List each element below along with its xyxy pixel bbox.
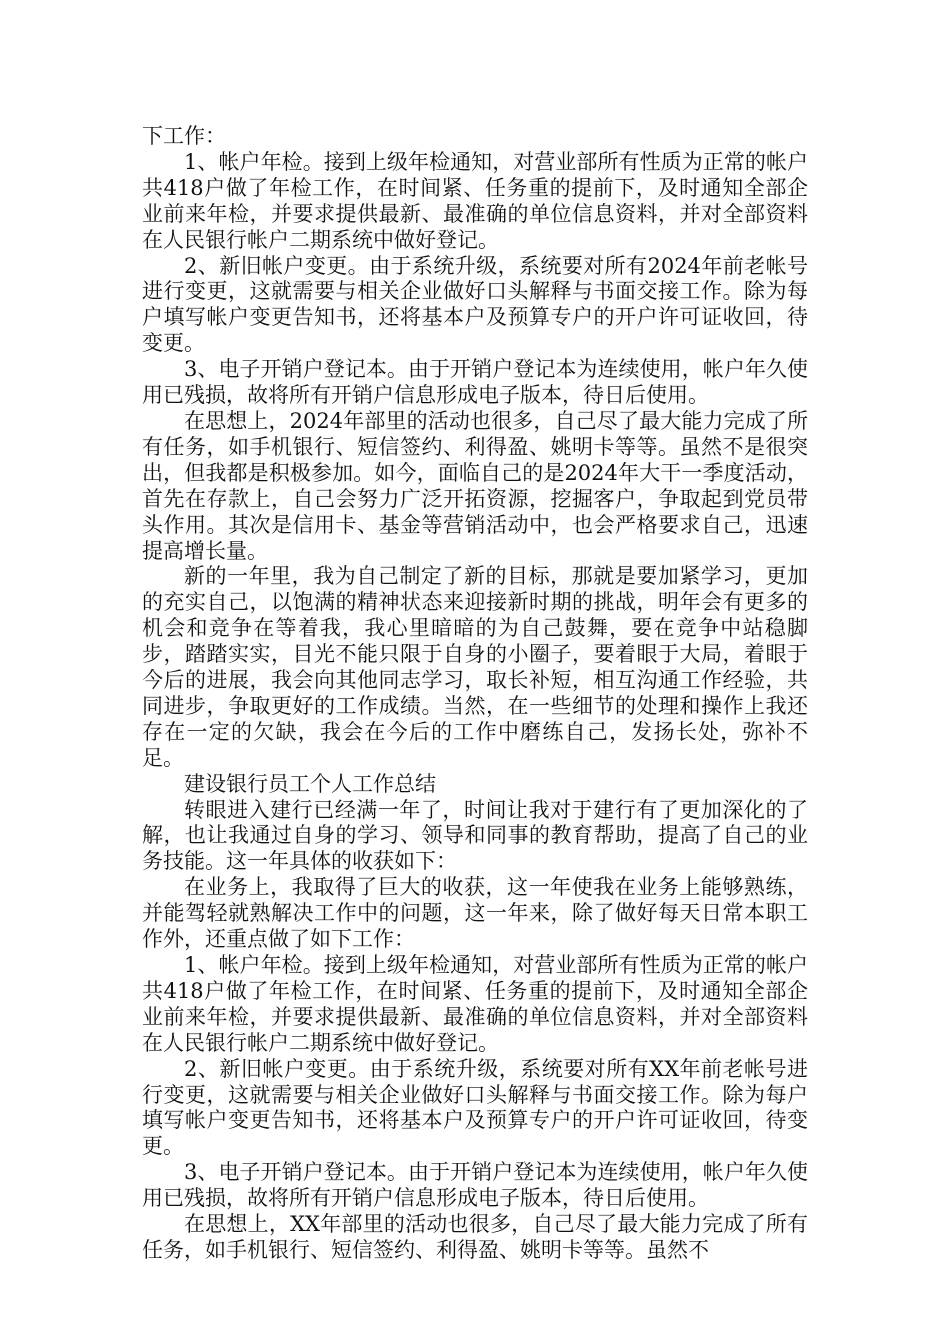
paragraph-thinking-2: 在思想上，XX年部里的活动也很多，自己尽了最大能力完成了所有任务，如手机银行、短信签约、利得盈、姚明卡等等。虽然不: [142, 1212, 808, 1262]
paragraph-account-annual-check: 1、帐户年检。接到上级年检通知，对营业部所有性质为正常的帐户共418户做了年检工作，在时间紧、任务重的提前下，及时通知全部企业前来年检，并要求提供最新、最准确的单位信息资料，并对全部资料在人民银行帐户二期系统中做好登记。: [142, 149, 808, 252]
paragraph-new-year-goals: 新的一年里，我为自己制定了新的目标，那就是要加紧学习，更加的充实自己，以饱满的精神状态来迎接新时期的挑战，明年会有更多的机会和竞争在等着我，我心里暗暗的为自己鼓舞，要在竞争中站稳脚步，踏踏实实，目光不能只限于自身的小圈子，要着眼于大局，着眼于今后的进展，我会向其他同志学习，取长补短，相互沟通工作经验，共同进步，争取更好的工作成绩。当然，在一些细节的处理和操作上我还存在一定的欠缺，我会在今后的工作中磨练自己，发扬长处，弥补不足。: [142, 564, 808, 770]
paragraph-electronic-register: 3、电子开销户登记本。由于开销户登记本为连续使用，帐户年久使用已残损，故将所有开销户信息形成电子版本，待日后使用。: [142, 357, 808, 408]
paragraph-continuation: 下工作：: [142, 124, 226, 148]
paragraph-intro: 转眼进入建行已经满一年了，时间让我对于建行有了更加深化的了解，也让我通过自身的学习、领导和同事的教育帮助，提高了自己的业务技能。这一年具体的收获如下：: [142, 797, 808, 874]
paragraph-account-change-2: 2、新旧帐户变更。由于系统升级，系统要对所有XX年前老帐号进行变更，这就需要与相关企业做好口头解释与书面交接工作。除为每户填写帐户变更告知书，还将基本户及预算专户的开户许可证收回，待变更。: [142, 1056, 808, 1159]
paragraph-business: 在业务上，我取得了巨大的收获，这一年使我在业务上能够熟练，并能驾轻就熟解决工作中的问题，这一年来，除了做好每天日常本职工作外，还重点做了如下工作：: [142, 875, 808, 952]
paragraph-thinking: 在思想上，2024年部里的活动也很多，自己尽了最大能力完成了所有任务，如手机银行、短信签约、利得盈、姚明卡等等。虽然不是很突出，但我都是积极参加。如今，面临自己的是2024年大干一季度活动，首先在存款上，自己会努力广泛开拓资源，挖掘客户，争取起到党员带头作用。其次是信用卡、基金等营销活动中，也会严格要求自己，迅速提高增长量。: [142, 408, 808, 563]
section-heading: 建设银行员工个人工作总结: [184, 771, 436, 796]
document-body: [142, 124, 808, 1264]
paragraph-electronic-register-2: 3、电子开销户登记本。由于开销户登记本为连续使用，帐户年久使用已残损，故将所有开销户信息形成电子版本，待日后使用。: [142, 1160, 808, 1211]
paragraph-account-change: 2、新旧帐户变更。由于系统升级，系统要对所有2024年前老帐号进行变更，这就需要与相关企业做好口头解释与书面交接工作。除为每户填写帐户变更告知书，还将基本户及预算专户的开户许可证收回，待变更。: [142, 253, 808, 356]
paragraph-account-annual-check-2: 1、帐户年检。接到上级年检通知，对营业部所有性质为正常的帐户共418户做了年检工作，在时间紧、任务重的提前下，及时通知全部企业前来年检，并要求提供最新、最准确的单位信息资料，并对全部资料在人民银行帐户二期系统中做好登记。: [142, 953, 808, 1055]
